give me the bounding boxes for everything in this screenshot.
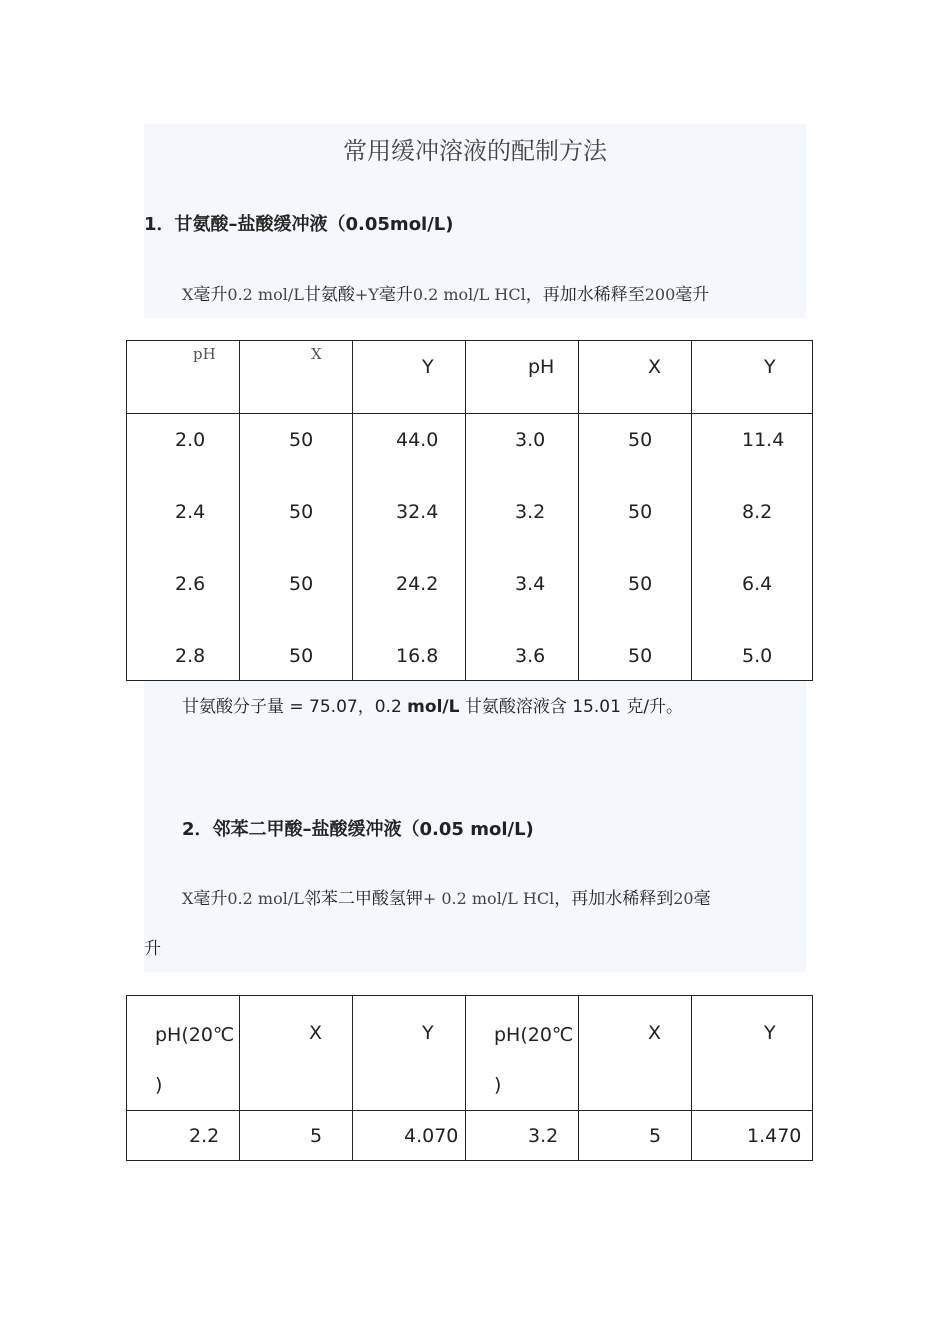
formula-text: ，再加水稀释至: [525, 285, 645, 305]
header-y: Y: [764, 356, 776, 378]
table-header-cell: [466, 996, 579, 1111]
formula-conc: 0.2 mol/L: [227, 285, 304, 304]
table-header-row: [127, 341, 813, 414]
note-text: 甘氨酸分子量 = 75.07，0.2: [182, 697, 408, 717]
column-divider: [352, 414, 353, 680]
header-ph: pH: [528, 356, 555, 378]
formula-unit: 毫升: [193, 285, 228, 305]
formula-reagent: 邻苯二甲酸氢钾: [303, 889, 423, 909]
formula-conc: + 0.2 mol/L HCl: [422, 889, 555, 908]
table-header-row: [127, 996, 813, 1111]
table-header-cell: [353, 996, 466, 1111]
formula-unit: 毫升: [675, 285, 710, 305]
cell-value: 6.4: [742, 573, 773, 595]
table-header-cell: [240, 996, 353, 1111]
cell-value: 5: [649, 1125, 662, 1147]
cell-value: 1.470: [747, 1125, 802, 1147]
column-divider: [465, 414, 466, 680]
cell-value: 24.2: [396, 573, 439, 595]
table-body-cell: [127, 414, 813, 681]
formula-var: X: [182, 889, 194, 908]
table-body: [127, 414, 812, 680]
header-ph: pH: [193, 345, 216, 363]
formula-var: +Y: [354, 285, 379, 304]
note-unit: mol/L: [407, 697, 460, 717]
table-cell: [466, 1111, 579, 1161]
formula-reagent: 甘氨酸: [303, 285, 355, 305]
cell-value: 8.2: [742, 501, 773, 523]
cell-value: 3.2: [528, 1125, 559, 1147]
table-header-cell: [353, 341, 466, 414]
table-header-cell: [466, 341, 579, 414]
table-cell: [353, 1111, 466, 1161]
header-x: X: [311, 345, 322, 363]
cell-value: 5: [310, 1125, 323, 1147]
cell-value: 2.4: [175, 501, 206, 523]
cell-value: 50: [289, 573, 314, 595]
cell-value: 50: [289, 501, 314, 523]
cell-value: 11.4: [742, 429, 785, 451]
table-row: [127, 1111, 813, 1161]
formula-var: X: [182, 285, 194, 304]
cell-value: 44.0: [396, 429, 439, 451]
section1-note: [182, 682, 683, 732]
formula-unit: 毫升: [378, 285, 413, 305]
header-ph-line2: ): [155, 1074, 163, 1096]
table-header-cell: [127, 996, 240, 1111]
formula-text: ，再加水稀释到: [554, 889, 674, 909]
header-ph: [466, 996, 578, 1110]
table-header-cell: [579, 996, 692, 1111]
cell-value: 50: [289, 645, 314, 667]
header-ph-line1: pH(20℃: [494, 1024, 574, 1046]
table-header-cell: [692, 996, 813, 1111]
cell-value: 2.2: [189, 1125, 220, 1147]
note-text: 甘氨酸溶液含 15.01 克/升。: [459, 697, 684, 717]
table-cell: [240, 1111, 353, 1161]
cell-value: 50: [289, 429, 314, 451]
header-y: Y: [764, 1022, 776, 1044]
header-ph: [127, 996, 239, 1110]
cell-value: 2.0: [175, 429, 206, 451]
cell-value: 32.4: [396, 501, 439, 523]
header-y: Y: [422, 1022, 434, 1044]
table-cell: [692, 1111, 813, 1161]
header-ph-line1: pH(20℃: [155, 1024, 235, 1046]
cell-value: 2.8: [175, 645, 206, 667]
section2-heading: 2．邻苯二甲酸–盐酸缓冲液（0.05 mol/L): [182, 819, 534, 840]
formula-conc: 0.2 mol/L HCl: [412, 285, 526, 304]
section1-heading: 1．甘氨酸–盐酸缓冲液（0.05mol/L): [144, 214, 454, 235]
formula-volume: 20: [673, 889, 694, 908]
table-header-cell: [127, 341, 240, 414]
cell-value: 50: [628, 573, 653, 595]
cell-value: 3.0: [515, 429, 546, 451]
cell-value: 4.070: [404, 1125, 459, 1147]
header-y: Y: [422, 356, 434, 378]
cell-value: 3.4: [515, 573, 546, 595]
table-header-cell: [692, 341, 813, 414]
page-title: 常用缓冲溶液的配制方法: [343, 137, 607, 165]
column-divider: [578, 414, 579, 680]
formula-conc: 0.2 mol/L: [227, 889, 304, 908]
header-x: X: [648, 1022, 662, 1044]
header-x: X: [309, 1022, 323, 1044]
header-ph-line2: ): [494, 1074, 502, 1096]
table-row: [127, 414, 813, 681]
table-cell: [579, 1111, 692, 1161]
cell-value: 3.6: [515, 645, 546, 667]
cell-value: 16.8: [396, 645, 439, 667]
section1-formula: [182, 270, 709, 320]
formula-unit: 毫升: [193, 889, 228, 909]
header-x: X: [648, 356, 662, 378]
column-divider: [691, 414, 692, 680]
cell-value: 50: [628, 429, 653, 451]
table-header-cell: [240, 341, 353, 414]
cell-value: 50: [628, 501, 653, 523]
section2-formula: [182, 874, 711, 924]
cell-value: 2.6: [175, 573, 206, 595]
formula-unit: 毫: [693, 889, 711, 909]
table-header-cell: [579, 341, 692, 414]
cell-value: 50: [628, 645, 653, 667]
column-divider: [239, 414, 240, 680]
section2-formula-wrap: 升: [144, 939, 161, 959]
glycine-table: [126, 340, 813, 681]
table-cell: [127, 1111, 240, 1161]
formula-volume: 200: [644, 285, 676, 304]
phthalate-table: [126, 995, 813, 1161]
cell-value: 5.0: [742, 645, 773, 667]
cell-value: 3.2: [515, 501, 546, 523]
